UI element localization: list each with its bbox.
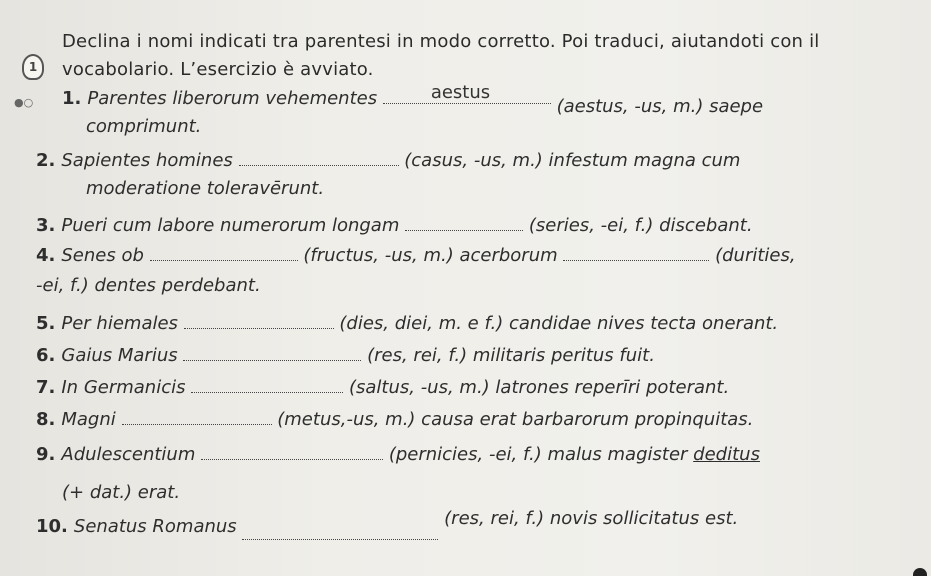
- item-text: Per hiemales: [61, 313, 178, 334]
- exercise-item-9: [36, 444, 760, 465]
- item-text: Magni: [61, 409, 116, 430]
- exercise-item-6: [36, 345, 655, 366]
- item-number: 2.: [36, 150, 56, 171]
- instructions-line-2: vocabolario. L’esercizio è avviato.: [62, 59, 374, 80]
- item-hint-underlined: deditus: [693, 444, 760, 465]
- item-hint: (res, rei, f.) militaris peritus fuit.: [367, 345, 655, 366]
- item-number: 4.: [36, 245, 56, 266]
- exercise-number-badge: 1: [22, 54, 44, 80]
- item-text: Pueri cum labore numerorum longam: [61, 215, 400, 236]
- item-number: 9.: [36, 444, 56, 465]
- exercise-item-1-cont: comprimunt.: [86, 116, 202, 137]
- item-hint: (aestus, -us, m.) saepe: [556, 96, 764, 117]
- answer-blank[interactable]: [122, 410, 272, 425]
- item-number: 6.: [36, 345, 56, 366]
- answer-blank[interactable]: [201, 445, 383, 460]
- exercise-item-4: [36, 245, 796, 266]
- answer-blank[interactable]: [383, 82, 551, 104]
- exercise-item-2-cont: moderatione toleravērunt.: [86, 178, 325, 199]
- item-number: 7.: [36, 377, 56, 398]
- item-number: 3.: [36, 215, 56, 236]
- exercise-item-3: [36, 215, 753, 236]
- exercise-item-10: [36, 508, 739, 537]
- item-text: Parentes liberorum vehementes: [87, 88, 378, 109]
- item-number: 5.: [36, 313, 56, 334]
- item-hint: (dies, diei, m. e f.) candidae nives tecta onerant.: [339, 313, 779, 334]
- answer-blank[interactable]: [242, 525, 438, 540]
- item-hint: (series, -ei, f.) discebant.: [528, 215, 753, 236]
- item-text: Adulescentium: [61, 444, 196, 465]
- answer-blank[interactable]: [563, 246, 709, 261]
- item-text: Senes ob: [61, 245, 144, 266]
- item-hint: (saltus, -us, m.) latrones reperīri poterant.: [348, 377, 730, 398]
- item-hint: (casus, -us, m.) infestum magna cum: [404, 150, 741, 171]
- answer-blank[interactable]: [150, 246, 298, 261]
- item-text: In Germanicis: [61, 377, 186, 398]
- item-number: 10.: [36, 516, 68, 537]
- answer-blank[interactable]: [184, 314, 334, 329]
- exercise-item-1: [62, 82, 764, 117]
- exercise-item-5: [36, 313, 778, 334]
- exercise-item-8: [36, 409, 753, 430]
- item-hint: (res, rei, f.) novis sollicitatus est.: [444, 508, 739, 529]
- exercise-instructions: [62, 28, 912, 84]
- item-hint: (metus,-us, m.) causa erat barbarorum propinquitas.: [277, 409, 754, 430]
- answer-blank[interactable]: [405, 216, 523, 231]
- exercise-item-4-cont: -ei, f.) dentes perdebant.: [36, 275, 261, 296]
- answer-blank[interactable]: [239, 151, 399, 166]
- answer-blank[interactable]: [183, 346, 361, 361]
- item-hint: (fructus, -us, m.) acerborum: [303, 245, 558, 266]
- item-number: 8.: [36, 409, 56, 430]
- page-corner-shadow: [913, 568, 927, 576]
- answer-text: aestus: [430, 82, 491, 103]
- item-text: Sapientes homines: [61, 150, 233, 171]
- answer-blank[interactable]: [191, 378, 343, 393]
- exercise-item-7: [36, 377, 729, 398]
- item-number: 1.: [62, 88, 82, 109]
- item-text: Senatus Romanus: [73, 516, 237, 537]
- exercise-item-9-cont: (+ dat.) erat.: [62, 482, 181, 503]
- exercise-item-2: [36, 150, 740, 171]
- instructions-line-1: Declina i nomi indicati tra parentesi in modo corretto. Poi traduci, aiutandoti con il: [62, 31, 820, 52]
- item-hint: (pernicies, -ei, f.) malus magister: [388, 444, 688, 465]
- item-text: Gaius Marius: [61, 345, 178, 366]
- difficulty-mark-icon: ●○: [14, 96, 34, 109]
- item-hint: (durities,: [715, 245, 796, 266]
